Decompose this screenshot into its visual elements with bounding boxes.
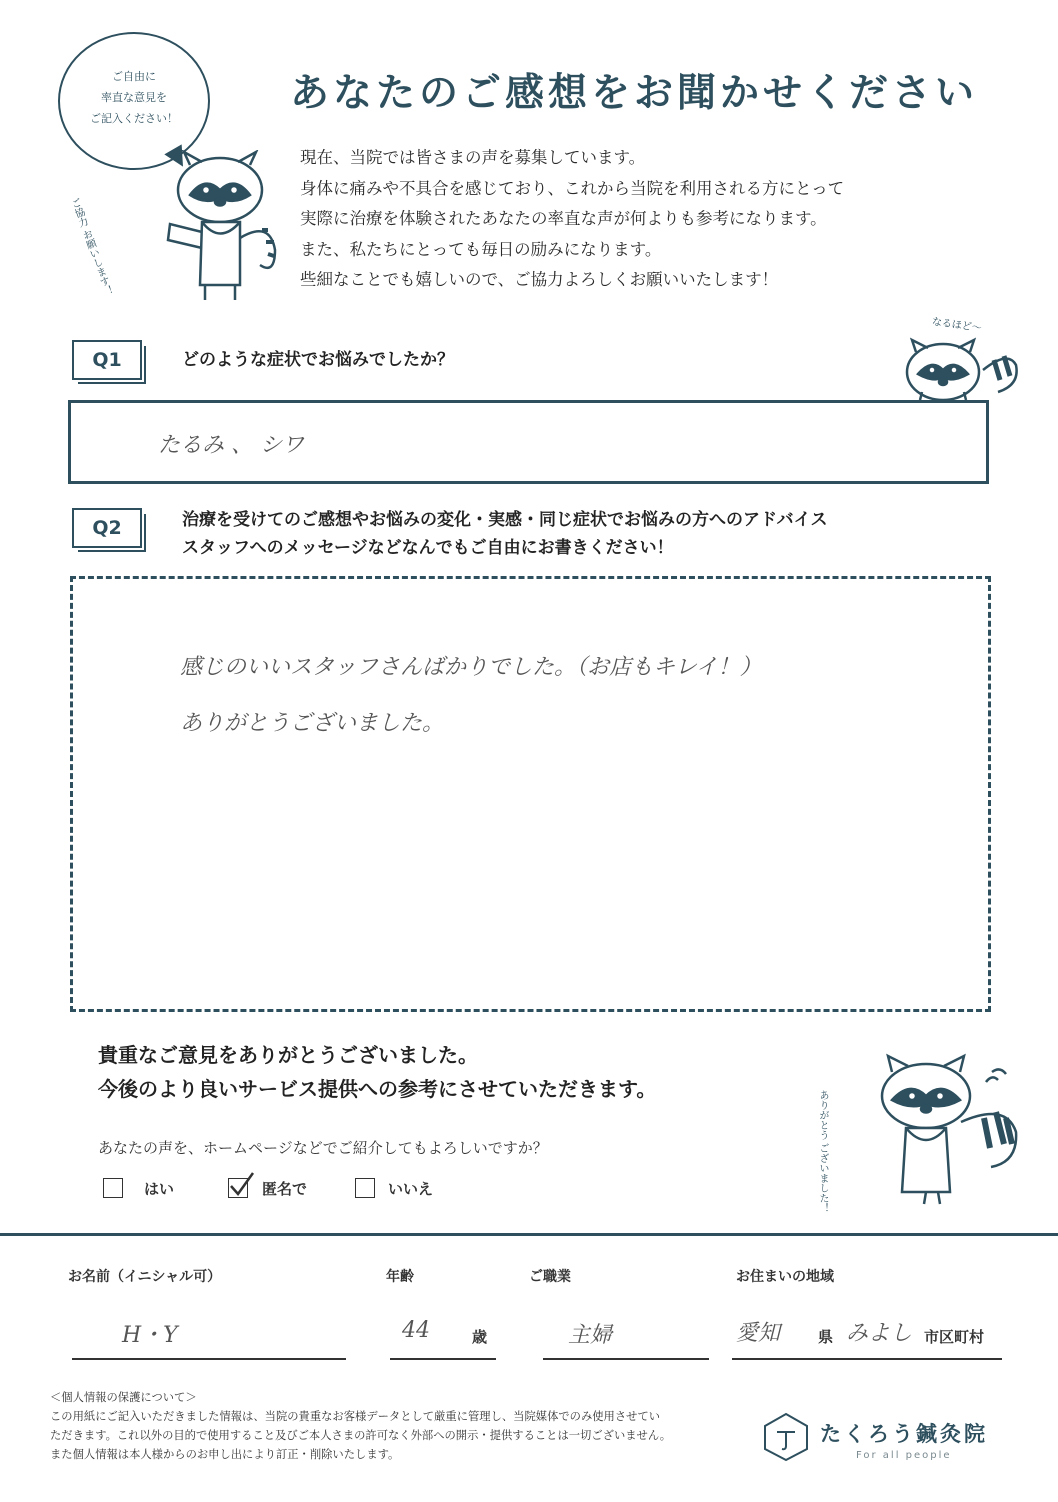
name-label: お名前（イニシャル可） <box>68 1269 222 1285</box>
city-unit: 市区町村 <box>924 1328 985 1346</box>
job-label: ご職業 <box>529 1269 571 1285</box>
q1-answer: たるみ 、 シワ <box>158 433 304 458</box>
clinic-logo-icon <box>762 1412 810 1462</box>
age-value[interactable]: 44 <box>402 1318 430 1343</box>
check-mark-icon <box>226 1170 256 1200</box>
mascot-note-naruhodo: なるほど〜 <box>931 316 983 335</box>
city-value[interactable]: みよし <box>846 1321 913 1346</box>
q2-question: 治療を受けてのご感想やお悩みの変化・実感・同じ症状でお悩みの方へのアドバイス スタッフへのメッセージなどなんでもご自由にお書きください！ <box>182 510 828 558</box>
job-field-underline <box>543 1358 709 1360</box>
speech-bubble-text: ご自由に 率直な意見を ご記入ください！ <box>90 70 178 125</box>
page-title: あなたのご感想をお聞かせください <box>290 71 979 116</box>
checkbox-yes[interactable] <box>103 1178 123 1198</box>
mascot-side-note: ご協力 お願いします！ <box>67 197 114 298</box>
raccoon-mascot-pointing <box>150 150 290 310</box>
name-value[interactable]: H・Y <box>122 1323 178 1348</box>
closing-message: 貴重なご意見をありがとうございました。 今後のより良いサービス提供への参考にさせていただきます。 <box>98 1043 657 1101</box>
name-field-underline <box>72 1358 346 1360</box>
intro-text: 現在、当院では皆さまの声を募集しています。 身体に痛みや不具合を感じており、これから当院を利用される方にとって 実際に治療を体験されたあなたの率直な声が何よりも参考になります。 また、私たちにとっても毎日の励みになります。 些細なことでも嬉しいので、ご協力よろしくお願いいたします！ <box>300 148 845 289</box>
prefecture-value[interactable]: 愛知 <box>736 1321 781 1346</box>
clinic-logo-name: たくろう鍼灸院 <box>820 1422 988 1446</box>
prefecture-unit: 県 <box>818 1328 834 1346</box>
clinic-logo-tagline: For all people <box>856 1450 952 1461</box>
q1-label: Q1 <box>72 340 142 380</box>
job-value[interactable]: 主婦 <box>568 1323 613 1348</box>
consent-question: あなたの声を、ホームページなどでご紹介してもよろしいですか？ <box>98 1139 548 1157</box>
checkbox-anonymous-label: 匿名で <box>262 1180 308 1198</box>
age-field-underline <box>390 1358 496 1360</box>
age-unit: 歳 <box>472 1328 488 1346</box>
checkbox-yes-label: はい <box>144 1180 175 1198</box>
q2-answer: 感じのいいスタッフさんばかりでした。（お店もキレイ！） ありがとうございました。 <box>180 655 762 736</box>
raccoon-mascot-peeking <box>898 330 1028 410</box>
q1-question: どのような症状でお悩みでしたか？ <box>182 350 454 370</box>
privacy-notice: ＜個人情報の保護について＞ この用紙にご記入いただきました情報は、当院の貴重なお客様データとして厳重に管理し、当院媒体でのみ使用させてい ただきます。これ以外の目的で使用すること及びご本人さまの許可なく外部への開示・提供することは一切ございません。 また個人情報は本人様からのお申し出により訂正・削除いたします。 <box>50 1391 672 1461</box>
area-label: お住まいの地域 <box>736 1269 834 1285</box>
raccoon-mascot-thanking <box>866 1052 1026 1212</box>
section-divider <box>0 1233 1058 1236</box>
checkbox-no[interactable] <box>355 1178 375 1198</box>
age-label: 年齢 <box>386 1269 414 1285</box>
checkbox-no-label: いいえ <box>388 1180 434 1198</box>
q2-label: Q2 <box>72 508 142 548</box>
mascot-thanks-note: ありがとう ございました！ <box>817 1090 828 1214</box>
area-field-underline <box>732 1358 1002 1360</box>
